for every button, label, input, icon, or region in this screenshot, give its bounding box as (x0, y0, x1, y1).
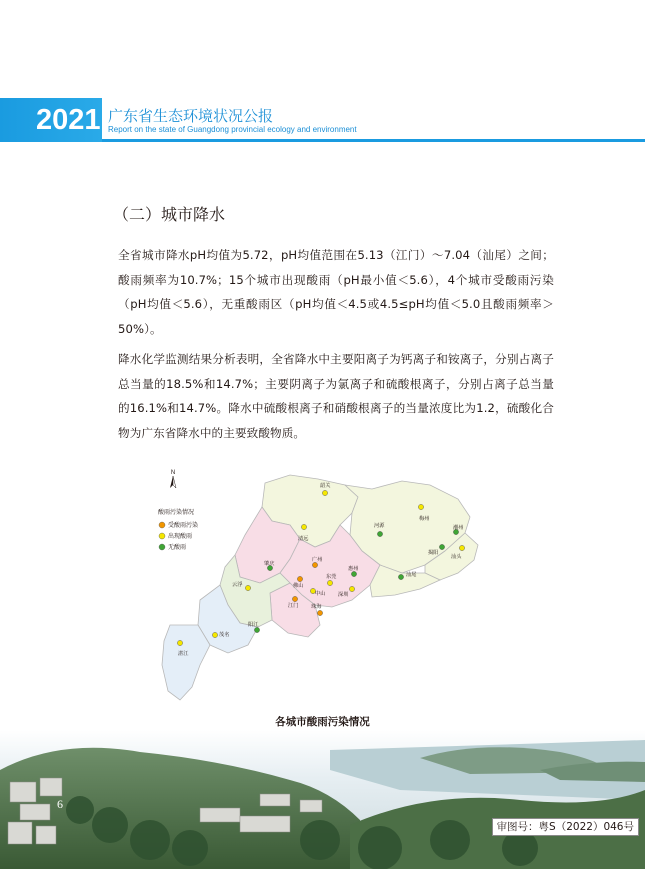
province-regions (162, 475, 478, 700)
map-approval-number: 审图号：粤S（2022）046号 (492, 818, 639, 836)
city-dot-zhuhai (317, 610, 322, 615)
city-label-jiangmen: 江门 (288, 603, 299, 609)
city-label-huizhou: 惠州 (348, 566, 359, 572)
city-dot-shaoguan (322, 490, 327, 495)
north-label: N (170, 470, 176, 476)
city-dot-yunfu (245, 585, 250, 590)
city-label-heyuan: 河源 (374, 523, 385, 529)
city-label-guangzhou: 广州 (312, 557, 323, 563)
city-label-shanwei: 汕尾 (406, 572, 417, 578)
city-label-foshan: 佛山 (293, 583, 304, 589)
acid-rain-map (140, 455, 510, 710)
legend-swatch-polluted (159, 522, 165, 528)
city-label-jieyang: 揭阳 (428, 550, 439, 556)
city-dot-zhanjiang (177, 640, 182, 645)
city-label-zhanjiang: 湛江 (178, 651, 189, 657)
map-legend (158, 508, 198, 551)
city-dot-yangjiang (254, 627, 259, 632)
city-dot-shanwei (398, 574, 403, 579)
legend-label-none: 无酸雨 (168, 544, 187, 551)
legend-swatch-none (159, 544, 165, 550)
report-header (0, 98, 645, 142)
page-number: 6 (57, 797, 63, 811)
city-dot-foshan (297, 576, 302, 581)
report-title: 广东省生态环境状况公报 (108, 107, 274, 125)
north-arrow-icon (170, 470, 176, 488)
legend-label-occurred: 出现酸雨 (168, 533, 193, 540)
section-title: （二）城市降水 (113, 205, 226, 224)
map-caption: 各城市酸雨污染情况 (275, 716, 370, 728)
city-label-meizhou: 梅州 (419, 516, 430, 522)
city-dot-maoming (212, 632, 217, 637)
city-label-shenzhen: 深圳 (338, 592, 349, 598)
city-dot-heyuan (377, 531, 382, 536)
city-label-zhuhai: 珠海 (311, 604, 322, 610)
report-subtitle: Report on the state of Guangdong provincial ecology and environment (108, 125, 357, 134)
city-dot-guangzhou (312, 562, 317, 567)
year-badge (0, 98, 102, 142)
region-zhanjiang (162, 625, 210, 700)
legend-swatch-occurred (159, 533, 165, 539)
city-dot-jieyang (439, 544, 444, 549)
city-label-zhaoqing: 肇庆 (264, 561, 275, 567)
city-label-yangjiang: 阳江 (248, 622, 259, 628)
city-label-shaoguan: 韶关 (320, 483, 331, 489)
paragraph-ion-analysis: 降水化学监测结果分析表明，全省降水中主要阳离子为钙离子和铵离子，分别占离子总当量的18.5%和14.7%；主要阴离子为氯离子和硫酸根离子，分别占离子总当量的16.1%和14.7%。降水中硫酸根离子和硝酸根离子的当量浓度比为1.2，硫酸化合物为广东省降水中的主要致酸物质。 (118, 352, 554, 440)
city-dot-qingyuan (301, 524, 306, 529)
city-dot-meizhou (418, 504, 423, 509)
city-dot-shenzhen (349, 586, 354, 591)
report-year: 2021 (36, 104, 101, 136)
header-rule (102, 139, 645, 142)
city-dot-jiangmen (292, 596, 297, 601)
city-label-maoming: 茂名 (219, 632, 230, 638)
landscape-photo (0, 730, 645, 869)
city-label-dongguan: 东莞 (326, 574, 337, 580)
paragraph-ph-summary: 全省城市降水pH均值为5.72，pH均值范围在5.13（江门）～7.04（汕尾）之间；酸雨频率为10.7%；15个城市出现酸雨（pH最小值＜5.6），4个城市受酸雨污染（pH均值＜5.6），无重酸雨区（pH均值＜4.5或4.5≤pH均值＜5.0且酸雨频率＞50%）。 (118, 248, 554, 336)
legend-title: 酸雨污染情况 (158, 509, 195, 516)
city-label-chaozhou: 潮州 (453, 525, 464, 531)
city-label-zhongshan: 中山 (315, 591, 326, 597)
city-label-qingyuan: 清远 (298, 536, 309, 542)
city-label-shantou: 汕头 (451, 554, 462, 560)
city-label-yunfu: 云浮 (232, 582, 243, 588)
city-dot-shantou (459, 545, 464, 550)
legend-label-polluted: 受酸雨污染 (168, 522, 199, 529)
city-dot-huizhou (351, 571, 356, 576)
city-dot-dongguan (327, 580, 332, 585)
